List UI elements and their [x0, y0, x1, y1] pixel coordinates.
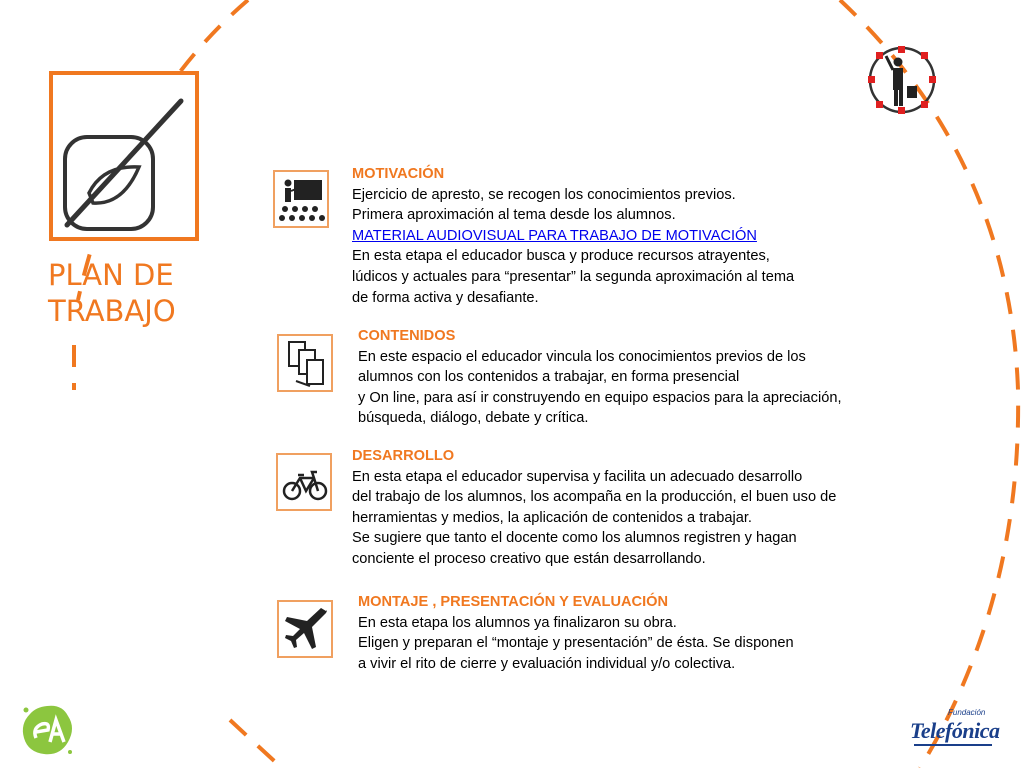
- section-motivacion: [352, 164, 794, 308]
- motivacion-line-2: Primera aproximación al tema desde los alumnos.: [352, 207, 676, 224]
- montaje-line-2: Eligen y preparan el “montaje y presentación” de ésta. Se disponen: [358, 635, 794, 652]
- contenidos-icon-box: [277, 334, 333, 392]
- motivacion-line-4: lúdicos y actuales para “presentar” la segunda aproximación al tema: [352, 268, 795, 285]
- documents-icon: [282, 339, 330, 389]
- classroom-icon: [278, 175, 326, 225]
- montaje-line-3: a vivir el rito de cierre y evaluación individual y/o colectiva.: [358, 655, 736, 672]
- desarrollo-heading: DESARROLLO: [352, 448, 455, 464]
- desarrollo-line-2: del trabajo de los alumnos, los acompaña en la producción, el buen uso de: [352, 489, 837, 506]
- telefonica-logo: Telefónica: [910, 718, 1000, 743]
- section-contenidos: [358, 326, 842, 429]
- leaf-slash-icon: [53, 75, 195, 237]
- ea-logo-icon: [18, 702, 76, 758]
- contenidos-line-2: alumnos con los contenidos a trabajar, en forma presencial: [358, 369, 740, 386]
- motivacion-line-1: Ejercicio de apresto, se recogen los conocimientos previos.: [352, 186, 736, 203]
- contenidos-heading: CONTENIDOS: [358, 328, 456, 344]
- plan-logo: [49, 71, 199, 241]
- airplane-icon: [282, 605, 330, 655]
- desarrollo-line-4: Se sugiere que tanto el docente como los alumnos registren y hagan: [352, 530, 797, 547]
- section-montaje: [358, 592, 794, 674]
- motivacion-icon-box: [273, 170, 329, 228]
- montaje-icon-box: [277, 600, 333, 658]
- montaje-line-1: En esta etapa los alumnos ya finalizaron su obra.: [358, 614, 677, 631]
- contenidos-line-4: búsqueda, diálogo, debate y crítica.: [358, 410, 589, 427]
- presenter-cycle-icon: [862, 42, 942, 118]
- fundacion-label: Fundación: [948, 708, 986, 717]
- section-desarrollo: [352, 446, 836, 570]
- bicycle-icon: [281, 458, 329, 508]
- telefonica-underline: [914, 744, 992, 746]
- motivacion-material-link[interactable]: MATERIAL AUDIOVISUAL PARA TRABAJO DE MOTIVACIÓN: [352, 227, 757, 244]
- desarrollo-icon-box: [276, 453, 332, 511]
- contenidos-line-1: En este espacio el educador vincula los conocimientos previos de los: [358, 348, 806, 365]
- motivacion-line-5: de forma activa y desafiante.: [352, 289, 539, 306]
- contenidos-line-3: y On line, para así ir construyendo en equipo espacios para la apreciación,: [358, 389, 842, 406]
- page-title: [48, 257, 176, 329]
- title-line-2: TRABAJO: [48, 294, 176, 328]
- desarrollo-line-1: En esta etapa el educador supervisa y facilita un adecuado desarrollo: [352, 468, 803, 485]
- motivacion-heading: MOTIVACIÓN: [352, 166, 445, 182]
- montaje-heading: MONTAJE , PRESENTACIÓN Y EVALUACIÓN: [358, 594, 669, 610]
- motivacion-line-3: En esta etapa el educador busca y produce recursos atrayentes,: [352, 248, 770, 265]
- desarrollo-line-3: herramientas y medios, la aplicación de contenidos a trabajar.: [352, 509, 752, 526]
- desarrollo-line-5: conciente el proceso creativo que están desarrollando.: [352, 550, 706, 567]
- title-line-1: PLAN DE: [48, 258, 174, 292]
